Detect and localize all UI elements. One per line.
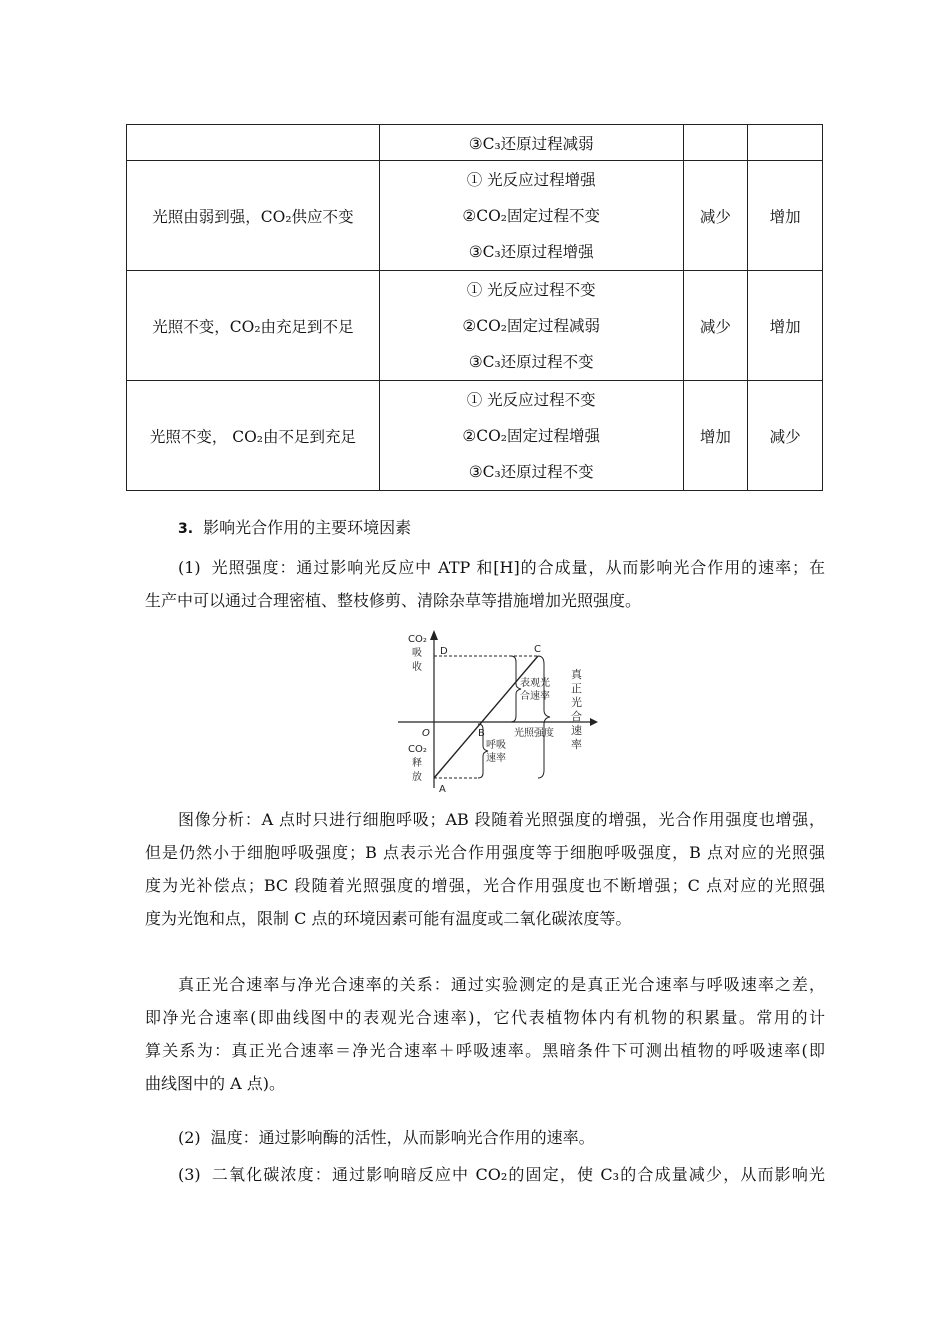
paragraph-line: 生产中可以通过合理密植、整枝修剪、清除杂草等措施增加光照强度。 xyxy=(145,591,642,610)
section-heading xyxy=(178,517,411,540)
process-cell xyxy=(379,161,683,271)
x-axis-label: 光照强度 xyxy=(514,728,554,739)
value-cell: 增加 xyxy=(683,381,748,491)
y-top-label: 收 xyxy=(412,662,422,673)
table-row xyxy=(127,271,823,381)
y-top-label: CO₂ xyxy=(408,634,427,645)
y-bottom-label: 释 xyxy=(412,758,422,769)
value-cell: 增加 xyxy=(748,161,823,271)
true-rate-label: 率 xyxy=(571,738,582,751)
point-a-label: A xyxy=(439,784,446,795)
table-row xyxy=(127,381,823,491)
process-line: ②CO₂固定过程减弱 xyxy=(462,317,601,335)
process-line: ① 光反应过程增强 xyxy=(466,171,596,189)
condition-cell: 光照由弱到强，CO₂供应不变 xyxy=(127,161,380,271)
process-line: ① 光反应过程不变 xyxy=(466,391,596,409)
true-rate-label: 速 xyxy=(571,724,582,737)
item-number: (1) xyxy=(178,558,201,577)
value-cell: 减少 xyxy=(683,161,748,271)
item-number: (3) xyxy=(178,1165,201,1184)
point-b-label: B xyxy=(478,728,485,739)
table-row xyxy=(127,125,823,161)
paragraph-line: 但是仍然小于细胞呼吸强度；B 点表示光合作用强度等于细胞呼吸强度，B 点对应的光照强 xyxy=(145,843,825,862)
value-cell xyxy=(748,125,823,161)
item-1-paragraph xyxy=(145,551,825,617)
process-cell xyxy=(379,381,683,491)
condition-cell xyxy=(127,125,380,161)
point-d-label: D xyxy=(440,646,448,657)
comparison-table xyxy=(126,124,823,491)
analysis-paragraph xyxy=(145,803,825,935)
process-line: ②CO₂固定过程不变 xyxy=(462,207,601,225)
paragraph-line: 算关系为：真正光合速率＝净光合速率＋呼吸速率。黑暗条件下可测出植物的呼吸速率(即 xyxy=(145,1041,825,1060)
paragraph-line: 曲线图中的 A 点)。 xyxy=(145,1074,285,1093)
process-cell xyxy=(379,125,683,161)
paragraph-line xyxy=(145,1158,825,1191)
y-bottom-label: CO₂ xyxy=(408,744,427,755)
y-axis-arrow xyxy=(430,630,438,640)
process-line: ③C₃还原过程增强 xyxy=(468,243,594,261)
respiration-rate-label: 呼吸 xyxy=(486,740,506,751)
y-top-label: 吸 xyxy=(412,648,422,659)
paragraph-line xyxy=(145,551,825,584)
paragraph-text: 光照强度：通过影响光反应中 ATP 和[H]的合成量，从而影响光合作用的速率；在 xyxy=(210,558,825,577)
relation-paragraph xyxy=(145,968,825,1100)
paragraph-line: 度为光补偿点；BC 段随着光照强度的增强，光合作用强度也不断增强；C 点对应的光照强 xyxy=(145,876,825,895)
table-row xyxy=(127,161,823,271)
paragraph-line: 度为光饱和点，限制 C 点的环境因素可能有温度或二氧化碳浓度等。 xyxy=(145,909,632,928)
brace-net-rate xyxy=(511,656,521,722)
point-c-label: C xyxy=(534,644,541,655)
process-line: ③C₃还原过程减弱 xyxy=(468,134,594,153)
value-cell xyxy=(683,125,748,161)
paragraph-line: 真正光合速率与净光合速率的关系：通过实验测定的是真正光合速率与呼吸速率之差， xyxy=(178,975,825,994)
true-rate-label: 真 xyxy=(571,668,582,681)
condition-cell: 光照不变，CO₂由充足到不足 xyxy=(127,271,380,381)
process-cell xyxy=(379,271,683,381)
process-line: ① 光反应过程不变 xyxy=(466,281,596,299)
net-rate-label: 表观光 xyxy=(520,678,550,689)
value-cell: 增加 xyxy=(748,271,823,381)
paragraph-line xyxy=(145,1121,825,1154)
true-rate-label: 光 xyxy=(571,696,582,709)
process-line: ③C₃还原过程不变 xyxy=(468,463,594,481)
origin-label: O xyxy=(422,728,430,739)
item-3-paragraph xyxy=(145,1158,825,1191)
section-title: 影响光合作用的主要环境因素 xyxy=(203,518,412,537)
condition-cell: 光照不变， CO₂由不足到充足 xyxy=(127,381,380,491)
respiration-rate-label: 速率 xyxy=(486,753,506,764)
item-number: (2) xyxy=(178,1128,201,1147)
x-axis-arrow xyxy=(590,718,598,726)
value-cell: 减少 xyxy=(748,381,823,491)
section-number: 3. xyxy=(178,521,194,537)
y-bottom-label: 放 xyxy=(412,772,422,783)
value-cell: 减少 xyxy=(683,271,748,381)
process-line: ②CO₂固定过程增强 xyxy=(462,427,601,445)
true-rate-label: 合 xyxy=(571,710,582,723)
light-intensity-diagram xyxy=(398,628,598,796)
item-2-paragraph xyxy=(145,1121,825,1154)
paragraph-text: 温度：通过影响酶的活性，从而影响光合作用的速率。 xyxy=(210,1128,595,1147)
process-line: ③C₃还原过程不变 xyxy=(468,353,594,371)
net-rate-label: 合速率 xyxy=(520,691,550,702)
paragraph-text: 二氧化碳浓度：通过影响暗反应中 CO₂的固定，使 C₃的合成量减少，从而影响光 xyxy=(210,1165,825,1184)
paragraph-line: 即净光合速率(即曲线图中的表观光合速率)，它代表植物体内有机物的积累量。常用的计 xyxy=(145,1008,825,1027)
paragraph-line: 图像分析：A 点时只进行细胞呼吸；AB 段随着光照强度的增强，光合作用强度也增强， xyxy=(178,810,825,829)
brace-true-rate xyxy=(538,656,550,778)
true-rate-label: 正 xyxy=(571,682,582,695)
